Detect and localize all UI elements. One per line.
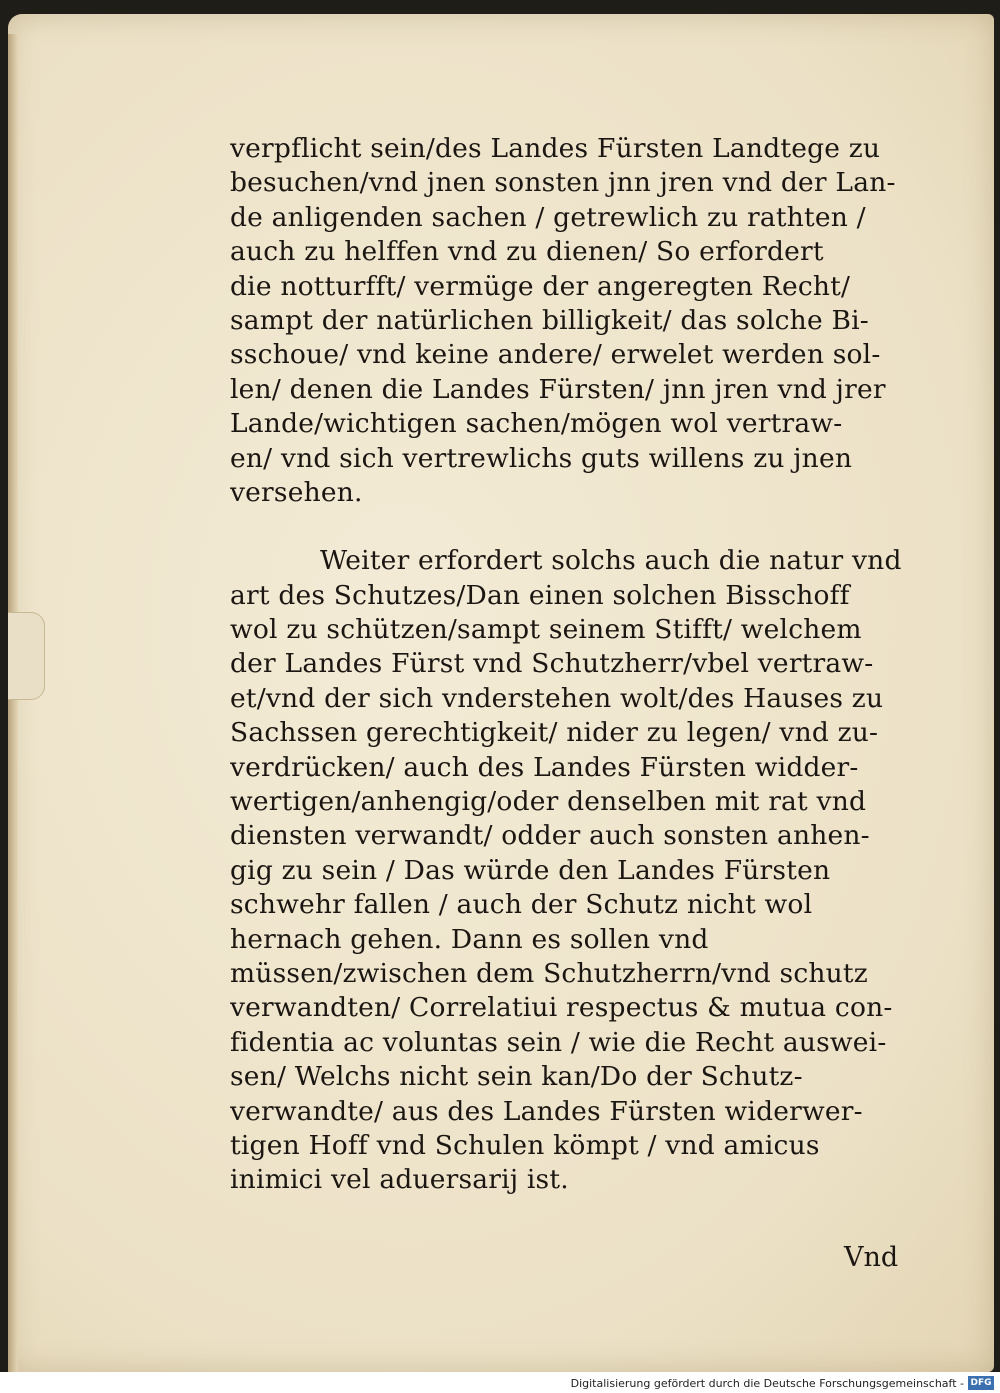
text-line: schwehr fallen / auch der Schutz nicht wol	[230, 889, 813, 921]
text-line: et/vnd der sich vnderstehen wolt/des Hauses zu	[230, 682, 884, 714]
text-line: en/ vnd sich vertrewlichs guts willens zu jnen	[230, 442, 853, 474]
text-line: auch zu helffen vnd zu dienen/ So erfordert	[230, 236, 824, 268]
text-line: de anligenden sachen / getrewlich zu rathten /	[230, 201, 866, 233]
text-line: Sachssen gerechtigkeit/ nider zu legen/ vnd zu-	[230, 717, 879, 749]
text-line: diensten verwandt/ odder auch sonsten anhen-	[230, 820, 870, 852]
text-line: Lande/wichtigen sachen/mögen wol vertraw-	[230, 408, 843, 440]
paragraph-2	[230, 544, 920, 1197]
text-line: sampt der natürlichen billigkeit/ das solche Bi-	[230, 304, 869, 336]
text-line: verwandte/ aus des Landes Fürsten widerwer-	[230, 1095, 863, 1127]
text-line: besuchen/vnd jnen sonsten jnn jren vnd der Lan-	[230, 167, 896, 199]
footer-bar	[0, 1372, 1000, 1393]
text-line: die notturfft/ vermüge der angeregten Recht/	[230, 270, 851, 302]
text-line: Weiter erfordert solchs auch die natur vnd	[320, 545, 902, 577]
page-text	[230, 132, 920, 1198]
book-page	[8, 14, 994, 1372]
text-line: hernach gehen. Dann es sollen vnd	[230, 923, 709, 955]
catchword: Vnd	[844, 1242, 899, 1273]
text-line: der Landes Fürst vnd Schutzherr/vbel vertraw-	[230, 648, 874, 680]
text-line: sschoue/ vnd keine andere/ erwelet werden sol-	[230, 339, 881, 371]
dfg-logo-icon: DFG	[968, 1376, 994, 1390]
paragraph-1	[230, 132, 920, 510]
text-line: fidentia ac voluntas sein / wie die Recht auswei-	[230, 1026, 887, 1058]
text-line: wertigen/anhengig/oder denselben mit rat vnd	[230, 786, 867, 818]
text-line: verdrücken/ auch des Landes Fürsten widder-	[230, 751, 859, 783]
page-gutter-edge	[8, 34, 18, 1374]
text-line: art des Schutzes/Dan einen solchen Bisschoff	[230, 579, 850, 611]
text-line: versehen.	[230, 476, 363, 508]
text-line: müssen/zwischen dem Schutzherrn/vnd schutz	[230, 957, 868, 989]
text-line: sen/ Welchs nicht sein kan/Do der Schutz-	[230, 1061, 803, 1093]
text-line: gig zu sein / Das würde den Landes Fürsten	[230, 854, 831, 886]
text-line: len/ denen die Landes Fürsten/ jnn jren vnd jrer	[230, 373, 886, 405]
text-line: verpflicht sein/des Landes Fürsten Landtege zu	[230, 133, 881, 164]
text-line: wol zu schützen/sampt seinem Stifft/ welchem	[230, 614, 862, 646]
text-line: inimici vel aduersarij ist.	[230, 1164, 569, 1196]
text-line: verwandten/ Correlatiui respectus & mutua con-	[230, 992, 893, 1024]
page-tab-marker	[8, 612, 45, 700]
text-line: tigen Hoff vnd Schulen kömpt / vnd amicus	[230, 1129, 820, 1161]
footer-credit: Digitalisierung gefördert durch die Deutsche Forschungsgemeinschaft -	[570, 1377, 964, 1390]
